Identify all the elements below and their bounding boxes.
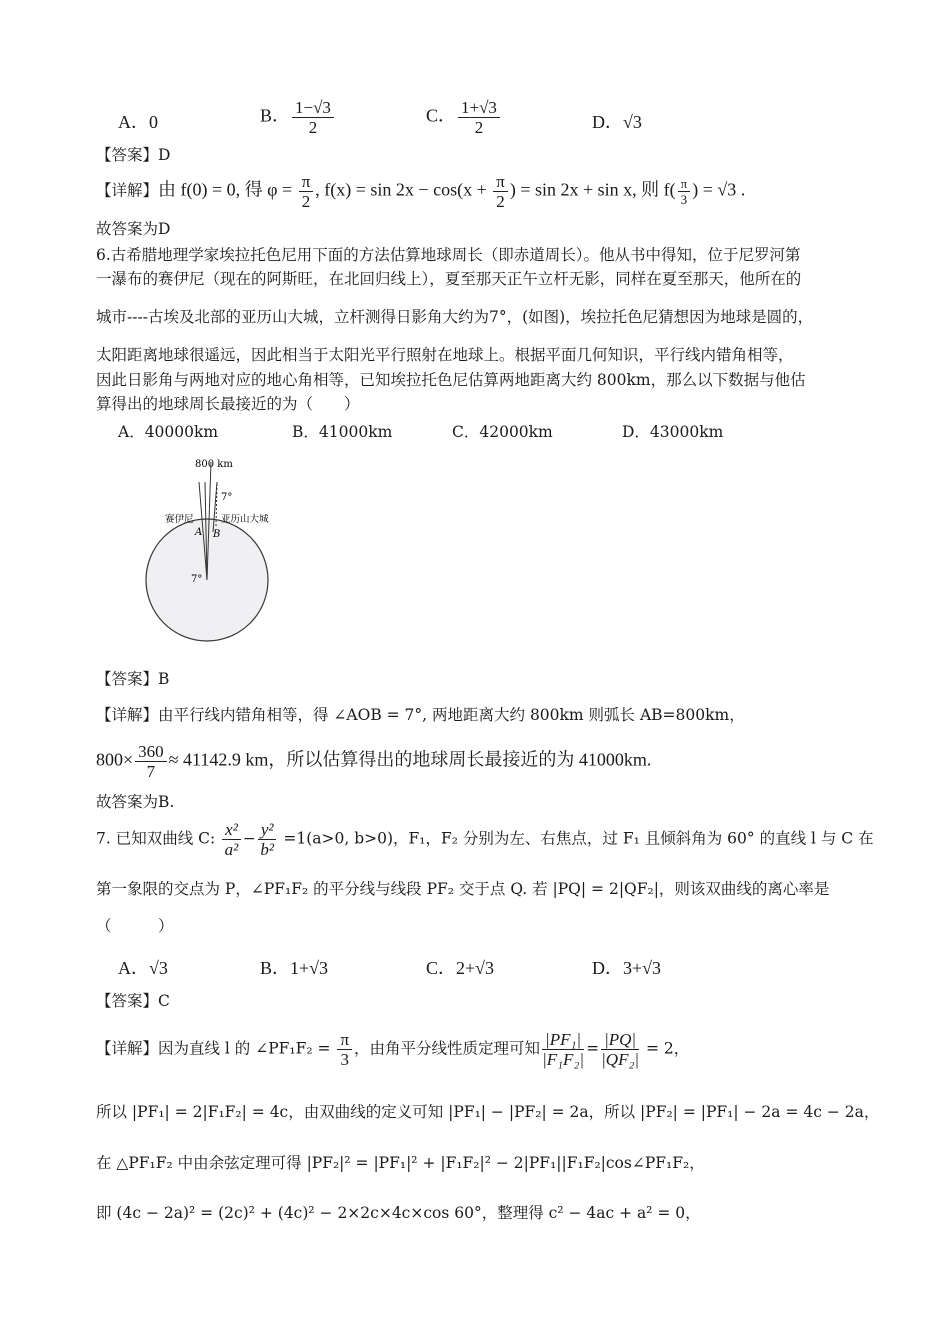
- detail-text: 由 f(0) = 0, 得 φ =: [158, 179, 297, 200]
- frac-den: 3: [340, 1050, 349, 1069]
- q6-line: 算得出的地球周长最接近的为（ ）: [96, 395, 360, 413]
- calc-text: 800×: [96, 749, 134, 770]
- q6-calc: [96, 742, 651, 781]
- detail-label: 【详解】: [96, 182, 159, 200]
- q6-answer: 【答案】B: [96, 670, 170, 688]
- option-a: A．√3: [118, 958, 168, 978]
- option-b: B．1+√3: [260, 958, 329, 978]
- calc-text: ≈ 41142.9 km，所以估算得出的地球周长最接近的为 41000km.: [168, 749, 652, 770]
- q7-text: =1(a>0, b>0)，F₁，F₂ 分别为左、右焦点，过 F₁ 且倾斜角为 60° 的直线 l 与 C 在: [278, 829, 874, 848]
- frac-den: 3: [680, 192, 688, 207]
- distance-label: 800 km: [195, 459, 233, 470]
- frac-num: |PF₁|: [542, 1030, 584, 1050]
- point-b-label: B: [213, 529, 221, 540]
- q7-line2: 第一象限的交点为 P，∠PF₁F₂ 的平分线与线段 PF₂ 交于点 Q. 若 |PQ| = 2|QF₂|，则该双曲线的离心率是: [96, 880, 830, 898]
- frac-num: x²: [222, 820, 241, 840]
- detail-text: ) = √3 .: [692, 179, 746, 200]
- option-c-den: 2: [474, 118, 484, 137]
- frac-num: y²: [258, 820, 277, 840]
- q7-answer: 【答案】C: [96, 992, 170, 1010]
- option-c: [426, 98, 502, 137]
- option-a: A．0: [118, 112, 158, 132]
- frac-num: 360: [135, 742, 167, 762]
- frac-den: a²: [224, 840, 239, 859]
- city-a-label: 赛伊尼: [165, 514, 194, 525]
- option-d: D．3+√3: [592, 958, 662, 978]
- option-c: C．42000km: [452, 423, 553, 441]
- option-a: A．40000km: [118, 423, 219, 441]
- q5-detail: [96, 172, 745, 211]
- option-d: D．√3: [592, 112, 642, 132]
- q6-detail: 【详解】由平行线内错角相等，得 ∠AOB = 7°, 两地距离大约 800km 则弧长 AB=800km，: [96, 706, 745, 724]
- frac-num: π: [337, 1030, 352, 1050]
- detail-text: = 2，: [641, 1039, 690, 1058]
- frac-den: b²: [260, 840, 274, 859]
- frac-den: |F₁F₂|: [542, 1050, 585, 1069]
- angle-top-label: 7°: [221, 492, 233, 503]
- option-b-label: B．: [260, 105, 291, 126]
- q7-text: 7. 已知双曲线 C:: [96, 829, 221, 848]
- q6-line: 城市----古埃及北部的亚历山大城，立杆测得日影角大约为7°，(如图)，埃拉托色尼猜想因为地球是圆的，: [96, 308, 814, 326]
- frac-num: π: [299, 172, 314, 192]
- q6-conclusion: 故答案为B.: [96, 793, 175, 811]
- q7-line1: 7. 已知双曲线 C: $\frac{\text{x²}}{\text{a²}}$ − $\frac{\text{y²}}{\text{b²}}$ =1(a>0, b>0)，F₁，F₂ 分别为左、右焦点，过 F₁ 且倾斜角为 60° 的直线 l 与 C 在: [96, 820, 874, 859]
- frac-den: 2: [496, 192, 505, 211]
- q6-line: 一瀑布的赛伊尼（现在的阿斯旺，在北回归线上），夏至那天正午立杆无影，同样在夏至那天，他所在的: [96, 270, 802, 288]
- point-a-label: A: [195, 527, 203, 538]
- option-c-num: 1+√3: [458, 98, 500, 118]
- option-b: B．41000km: [292, 423, 393, 441]
- earth-diagram: [135, 452, 285, 657]
- frac-den: 7: [146, 762, 156, 781]
- frac-num: π: [678, 176, 691, 192]
- frac-num: π: [493, 172, 508, 192]
- option-b-num: 1−√3: [292, 98, 334, 118]
- frac-num: |PQ|: [601, 1030, 639, 1050]
- frac-den: |QF₂|: [601, 1050, 640, 1069]
- option-b: [260, 98, 336, 137]
- q5-conclusion: 故答案为D: [96, 220, 171, 238]
- q6-line: 因此日影角与两地对应的地心角相等，已知埃拉托色尼估算两地距离大约 800km，那么以下数据与他估: [96, 371, 806, 389]
- option-c: C．2+√3: [426, 958, 495, 978]
- q7-detail-3: 在 △PF₁F₂ 中由余弦定理可得 |PF₂|² = |PF₁|² + |F₁F₂|² − 2|PF₁||F₁F₂|cos∠PF₁F₂，: [96, 1154, 705, 1172]
- q5-answer: 【答案】D: [96, 146, 171, 164]
- option-d: D．43000km: [622, 423, 724, 441]
- option-c-label: C．: [426, 105, 457, 126]
- angle-center-label: 7°: [191, 574, 203, 585]
- detail-text: ) = sin 2x + sin x, 则 f(: [509, 179, 676, 200]
- frac-den: 2: [301, 192, 311, 211]
- detail-text: 【详解】因为直线 l 的 ∠PF₁F₂ =: [96, 1039, 336, 1058]
- detail-text: ，由角平分线性质定理可知: [354, 1039, 541, 1058]
- q7-line3: （ ）: [96, 917, 174, 935]
- city-b-label: 亚历山大城: [221, 514, 269, 525]
- option-b-den: 2: [308, 118, 318, 137]
- q7-detail-2: 所以 |PF₁| = 2|F₁F₂| = 4c，由双曲线的定义可知 |PF₁| − |PF₂| = 2a，所以 |PF₂| = |PF₁| − 2a = 4c − 2a，: [96, 1103, 880, 1121]
- detail-text: , f(x) = sin 2x − cos(x +: [315, 179, 492, 200]
- q7-detail-1: 【详解】因为直线 l 的 ∠PF₁F₂ = $\frac{\pi}{3}$ ，由角平分线性质定理可知 $\frac{\text{|PF₁|}}{\text{|F₁F₂|}}$ = $\frac{|PQ|}{\text{|QF₂|}}$ = 2，: [96, 1030, 690, 1069]
- q6-line: 太阳距离地球很遥远，因此相当于太阳光平行照射在地球上。根据平面几何知识，平行线内错角相等，: [96, 346, 794, 364]
- q7-detail-4: 即 (4c − 2a)² = (2c)² + (4c)² − 2×2c×4c×cos 60°，整理得 c² − 4ac + a² = 0，: [96, 1204, 701, 1222]
- q6-line: 6.古希腊地理学家埃拉托色尼用下面的方法估算地球周长（即赤道周长）。他从书中得知，位于尼罗河第: [96, 246, 801, 264]
